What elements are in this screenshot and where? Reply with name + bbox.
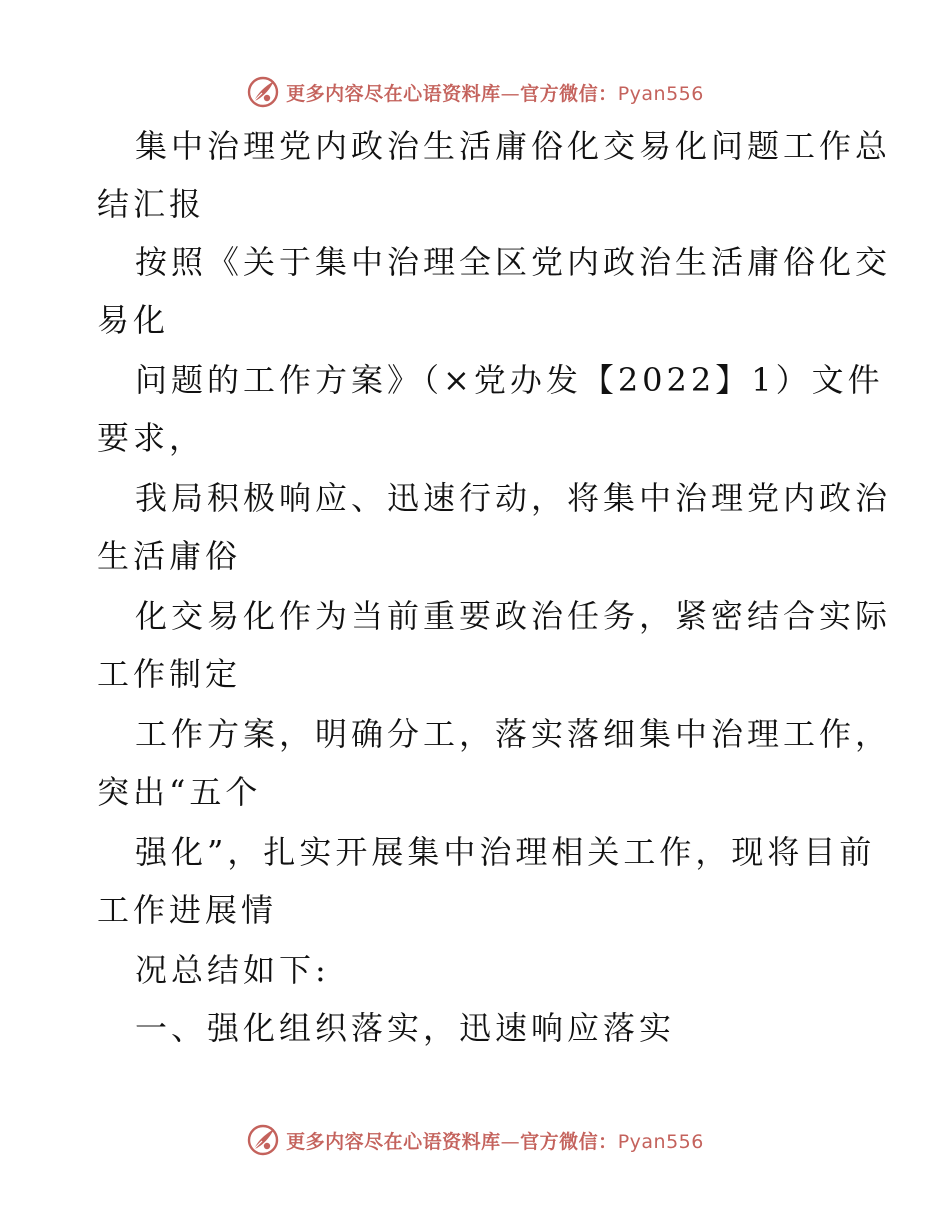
doc-line: 强化”，扎实开展集中治理相关工作，现将目前 <box>135 833 876 871</box>
doc-line: 化交易化作为当前重要政治任务，紧密结合实际 <box>135 597 892 635</box>
doc-line: 按照《关于集中治理全区党内政治生活庸俗化交 <box>135 243 892 281</box>
doc-line: 工作制定 <box>97 655 242 693</box>
doc-line: 易化 <box>97 301 170 339</box>
doc-line: 生活庸俗 <box>97 537 242 575</box>
doc-line: 突出“五个 <box>97 773 262 811</box>
doc-line-title-1: 集中治理党内政治生活庸俗化交易化问题工作总 <box>135 127 892 165</box>
watermark-dash: — <box>500 1130 521 1153</box>
watermark-slogan: 更多内容尽在心语资料库 <box>286 82 501 105</box>
watermark-text <box>286 79 704 106</box>
watermark-account-label: 官方微信： <box>520 1130 618 1153</box>
doc-line: 要求， <box>97 419 206 457</box>
watermark-slogan: 更多内容尽在心语资料库 <box>286 1130 501 1153</box>
watermark-dash: — <box>500 82 521 105</box>
footer-watermark-banner <box>0 1120 950 1160</box>
watermark-account-id: Pyan556 <box>617 1130 704 1153</box>
doc-line: 工作方案，明确分工，落实落细集中治理工作， <box>135 715 892 753</box>
quill-logo-icon <box>246 75 280 109</box>
doc-line: 工作进展情 <box>97 891 278 929</box>
doc-line: 况总结如下: <box>135 951 330 989</box>
watermark-account-id: Pyan556 <box>617 82 704 105</box>
watermark-account-label: 官方微信： <box>520 82 618 105</box>
header-watermark-banner <box>0 72 950 112</box>
doc-line-title-2: 结汇报 <box>97 185 206 223</box>
quill-logo-icon <box>246 1123 280 1157</box>
section-heading-1: 一、强化组织落实，迅速响应落实 <box>135 1009 676 1047</box>
watermark-text <box>286 1127 704 1154</box>
doc-line: 我局积极响应、迅速行动，将集中治理党内政治 <box>135 479 892 517</box>
doc-line: 问题的工作方案》（×党办发【2022】1）文件 <box>135 361 884 399</box>
